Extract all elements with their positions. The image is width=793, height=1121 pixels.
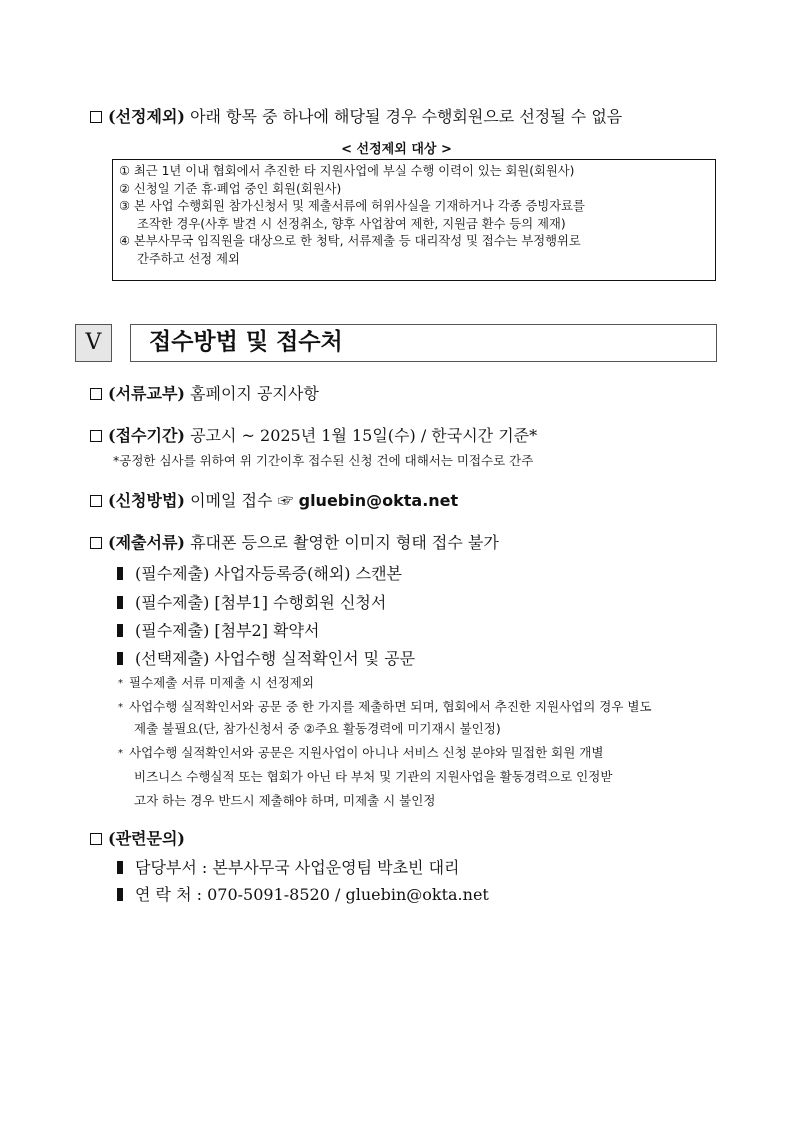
checkbox-square-icon (90, 495, 102, 507)
exclusion-item-continued: 조작한 경우(사후 발견 시 선정취소, 향후 사업참여 제한, 지원금 환수 등의 제재) (137, 216, 566, 231)
square-bullet-icon (117, 861, 123, 874)
exclusion-text: 아래 항목 중 하나에 해당될 경우 수행회원으로 선정될 수 없음 (190, 107, 623, 126)
inquiry-label: (관련문의) (108, 829, 185, 848)
submission-item-text: (필수제출) [첨부2] 확약서 (135, 621, 320, 640)
exclusion-item-continued: 간주하고 선정 제외 (137, 251, 240, 266)
submission-note-continued: 제출 불필요(단, 참가신청서 중 ②주요 활동경력에 미기재시 불인정) (134, 721, 501, 736)
square-bullet-icon (117, 567, 123, 580)
submission-item (117, 646, 415, 669)
submission-text: 휴대폰 등으로 촬영한 이미지 형태 접수 불가 (190, 533, 499, 552)
method-text: 이메일 접수 ☞ (190, 491, 294, 510)
exclusion-item: ④ 본부사무국 임직원을 대상으로 한 청탁, 서류제출 등 대리작성 및 접수는 부정행위로 (119, 234, 581, 248)
submission-note (118, 673, 314, 691)
inquiry-item (117, 855, 460, 878)
exclusion-item: ③ 본 사업 수행회원 참가신청서 및 제출서류에 허위사실을 기재하거나 각종 증빙자료를 (119, 199, 585, 213)
submission-item (117, 590, 386, 613)
submission-note-text: 사업수행 실적확인서와 공문은 지원사업이 아니나 서비스 신청 분야와 밀접한 회원 개별 (129, 745, 604, 760)
submission-item (117, 618, 319, 641)
exclusion-line (90, 104, 622, 127)
submission-note-text: 필수제출 서류 미제출 시 선정제외 (129, 675, 314, 690)
exclusion-box-title: < 선정제외 대상 > (341, 142, 452, 157)
submission-line (90, 530, 499, 553)
inquiry-item-text: 연 락 처 : 070-5091-8520 / gluebin@okta.net (135, 885, 489, 904)
method-label: (신청방법) (108, 491, 185, 510)
exclusion-item: ① 최근 1년 이내 협회에서 추진한 타 지원사업에 부실 수행 이력이 있는 회원(회원사) (119, 164, 575, 178)
note-marker: * (118, 748, 123, 759)
submission-note (118, 743, 603, 761)
section-number: V (75, 324, 112, 362)
documents-delivery-text: 홈페이지 공지사항 (190, 384, 319, 403)
submission-item (117, 561, 402, 584)
checkbox-square-icon (90, 833, 102, 845)
checkbox-square-icon (90, 111, 102, 123)
period-note: *공정한 심사를 위하여 위 기간이후 접수된 신청 건에 대해서는 미접수로 간주 (113, 453, 534, 468)
documents-delivery-line (90, 381, 319, 404)
inquiry-item-text: 담당부서 : 본부사무국 사업운영팀 박초빈 대리 (135, 858, 460, 877)
period-text: 공고시 ~ 2025년 1월 15일(수) / 한국시간 기준* (190, 426, 538, 445)
submission-note-text: 사업수행 실적확인서와 공문 중 한 가지를 제출하면 되며, 협회에서 추진한 지원사업의 경우 별도 (129, 699, 652, 714)
square-bullet-icon (117, 652, 123, 665)
exclusion-label: (선정제외) (108, 107, 185, 126)
exclusion-box (112, 159, 716, 281)
checkbox-square-icon (90, 388, 102, 400)
submission-note-continued: 고자 하는 경우 반드시 제출해야 하며, 미제출 시 불인정 (134, 793, 436, 808)
square-bullet-icon (117, 888, 123, 901)
checkbox-square-icon (90, 537, 102, 549)
period-label: (접수기간) (108, 426, 185, 445)
inquiry-line (90, 826, 185, 849)
submission-label: (제출서류) (108, 533, 185, 552)
submission-note (118, 697, 652, 715)
submission-item-text: (선택제출) 사업수행 실적확인서 및 공문 (135, 649, 416, 668)
checkbox-square-icon (90, 430, 102, 442)
submission-item-text: (필수제출) 사업자등록증(해외) 스캔본 (135, 564, 402, 583)
note-marker: * (118, 702, 123, 713)
submission-note-continued: 비즈니스 수행실적 또는 협회가 아닌 타 부처 및 기관의 지원사업을 활동경력으로 인정받 (134, 769, 613, 784)
exclusion-item: ② 신청일 기준 휴·폐업 중인 회원(회원사) (119, 181, 342, 196)
section-title: 접수방법 및 접수처 (130, 324, 717, 362)
inquiry-item (117, 882, 489, 905)
method-email[interactable]: gluebin@okta.net (298, 491, 459, 510)
square-bullet-icon (117, 596, 123, 609)
documents-delivery-label: (서류교부) (108, 384, 185, 403)
square-bullet-icon (117, 624, 123, 637)
method-line (90, 488, 458, 511)
note-marker: * (118, 678, 123, 689)
period-line (90, 423, 537, 446)
submission-item-text: (필수제출) [첨부1] 수행회원 신청서 (135, 593, 387, 612)
